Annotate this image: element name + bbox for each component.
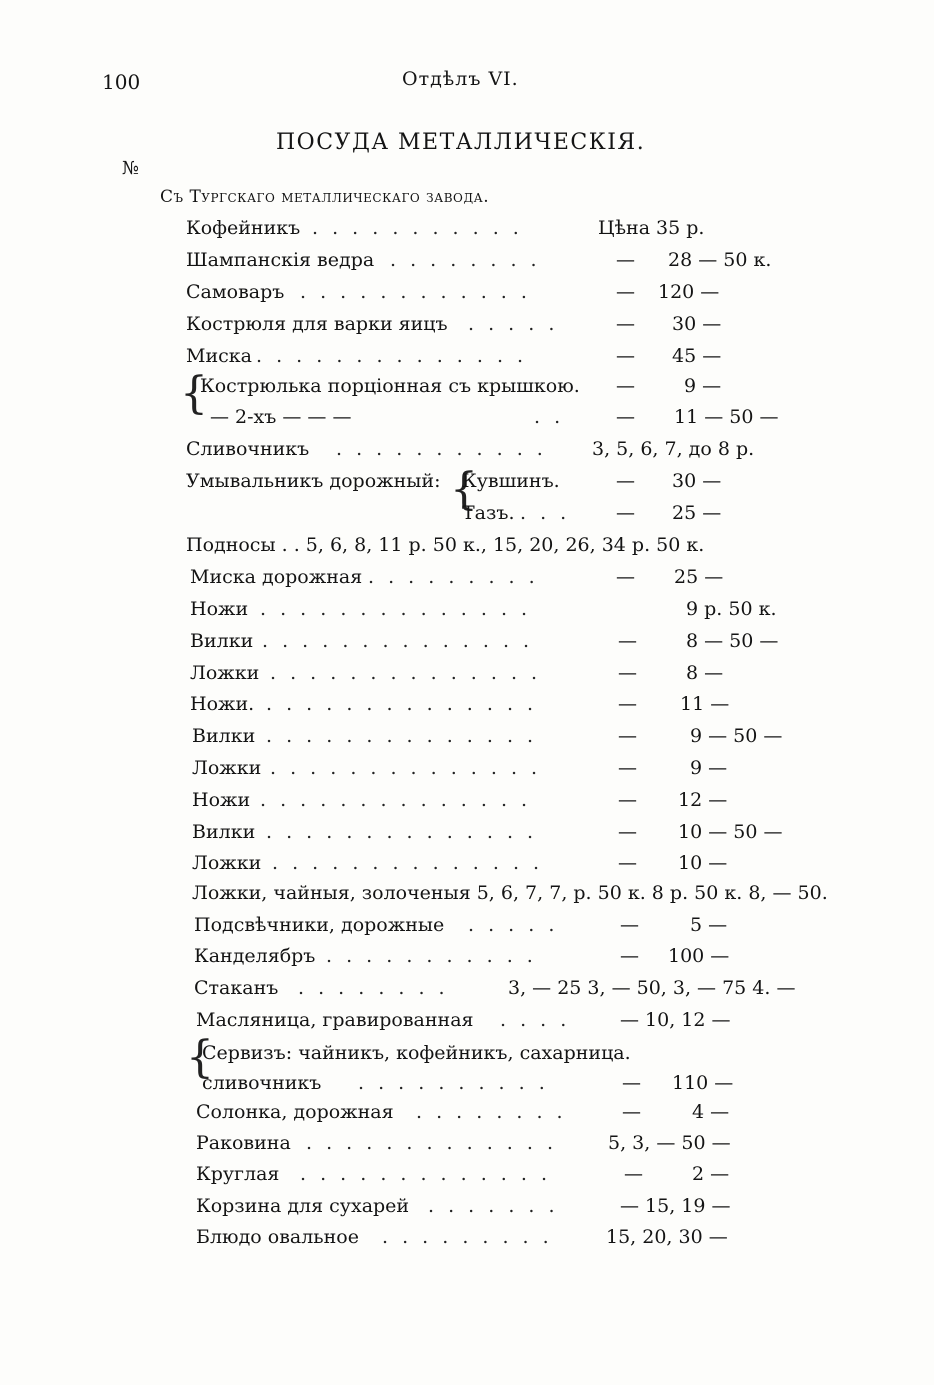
item-price: 30 — bbox=[672, 313, 722, 335]
leader-dots: . . . . . bbox=[468, 313, 559, 335]
leader-dots: . . . . . . . . . . . . . . bbox=[266, 821, 538, 843]
item-price: 28 — 50 к. bbox=[668, 249, 772, 271]
leader-dots: . . . . . . . . . . . . . bbox=[306, 1132, 557, 1154]
leader-dots: . . . . . . . . . . . . . . bbox=[262, 630, 534, 652]
leader-dots: . . . . . . . . bbox=[390, 249, 541, 271]
item-name: Корзина для сухарей bbox=[196, 1195, 410, 1217]
item-subpart: Тазъ. bbox=[462, 502, 515, 524]
item-price: 12 — bbox=[678, 789, 728, 811]
leader-dots: . . . . . . . . . bbox=[368, 566, 539, 588]
leader-dots: . . . . . . . . bbox=[298, 977, 449, 999]
ditto-mark: — bbox=[618, 821, 637, 843]
item-name: Самоваръ bbox=[186, 281, 285, 303]
leader-dots: . . . bbox=[520, 502, 571, 524]
item-price: — 15, 19 — bbox=[620, 1195, 731, 1217]
ditto-mark: — bbox=[616, 281, 635, 303]
item-price: 120 — bbox=[658, 281, 720, 303]
item-price: 9 — bbox=[690, 757, 728, 779]
item-price: 25 — bbox=[674, 566, 724, 588]
leader-dots: . . . . . . . . . . . . . . bbox=[272, 852, 544, 874]
leader-dots: . . bbox=[534, 406, 565, 428]
ditto-mark: — bbox=[620, 945, 639, 967]
item-price: 4 — bbox=[692, 1101, 730, 1123]
section-subheading: Съ Тургскаго металлическаго завода. bbox=[160, 187, 490, 207]
item-name: Солонка, дорожная bbox=[196, 1101, 394, 1123]
item-name: Кострюля для варки яицъ bbox=[186, 313, 448, 335]
item-name: Ложки bbox=[190, 662, 260, 684]
item-name: Вилки bbox=[192, 725, 256, 747]
item-price: 11 — 50 — bbox=[674, 406, 779, 428]
item-name: Ножи bbox=[190, 598, 249, 620]
item-name: Масляница, гравированная bbox=[196, 1009, 474, 1031]
item-subpart: Кувшинъ. bbox=[462, 470, 560, 492]
item-price: 110 — bbox=[672, 1072, 734, 1094]
item-name: Умывальникъ дорожный: bbox=[186, 470, 441, 492]
item-name: Подсвѣчники, дорожные bbox=[194, 914, 445, 936]
item-name: Ложки bbox=[192, 852, 262, 874]
leader-dots: . . . . . . . . . . . . . . bbox=[270, 757, 542, 779]
leader-dots: . . . . . . . . . . . . . bbox=[300, 1163, 551, 1185]
ditto-mark: — bbox=[616, 502, 635, 524]
leader-dots: . . . . . . . . . . bbox=[358, 1072, 549, 1094]
item-price: 9 р. 50 к. bbox=[686, 598, 777, 620]
item-name: Подносы . . 5, 6, 8, 11 р. 50 к., 15, 20, 26, 34 р. 50 к. bbox=[186, 534, 705, 556]
item-name: Сливочникъ bbox=[186, 438, 310, 460]
ditto-mark: — bbox=[620, 914, 639, 936]
item-price: 3, 5, 6, 7, до 8 р. bbox=[592, 438, 755, 460]
ditto-mark: — bbox=[618, 693, 637, 715]
item-price: 9 — 50 — bbox=[690, 725, 783, 747]
ditto-mark: — bbox=[618, 757, 637, 779]
ditto-mark: — bbox=[618, 852, 637, 874]
ditto-mark: — bbox=[624, 1163, 643, 1185]
item-name: Раковина bbox=[196, 1132, 291, 1154]
item-name: Блюдо овальное bbox=[196, 1226, 359, 1248]
ditto-mark: — bbox=[616, 345, 635, 367]
ditto-mark: — bbox=[616, 249, 635, 271]
section-title: ПОСУДА МЕТАЛЛИЧЕСКІЯ. bbox=[276, 130, 646, 155]
leader-dots: . . . . . . . . . . . bbox=[326, 945, 537, 967]
leader-dots: . . . . . . . . . bbox=[382, 1226, 553, 1248]
leader-dots: . . . . . . . . . . . . . . bbox=[270, 662, 542, 684]
item-price: 8 — 50 — bbox=[686, 630, 779, 652]
item-name: Ложки, чайныя, золоченыя 5, 6, 7, 7, р. 50 к. 8 р. 50 к. 8, — 50. bbox=[192, 882, 828, 904]
item-name: Миска bbox=[186, 345, 252, 367]
item-price: Цѣна 35 р. bbox=[598, 217, 705, 239]
page-number: 100 bbox=[102, 70, 141, 94]
item-price: 10 — bbox=[678, 852, 728, 874]
ditto-mark: — bbox=[622, 1072, 641, 1094]
item-price: — 10, 12 — bbox=[620, 1009, 731, 1031]
leader-dots: . . . . . . . . . . . bbox=[312, 217, 523, 239]
leader-dots: . . . . . . . . . . . . . . bbox=[256, 345, 528, 367]
leader-dots: . . . . bbox=[500, 1009, 571, 1031]
item-price: 10 — 50 — bbox=[678, 821, 783, 843]
item-name: Шампанскія ведра bbox=[186, 249, 375, 271]
item-price: 15, 20, 30 — bbox=[606, 1226, 728, 1248]
item-name: Вилки bbox=[190, 630, 254, 652]
item-name: Кофейникъ bbox=[186, 217, 301, 239]
ditto-mark: — bbox=[622, 1101, 641, 1123]
leader-dots: . . . . . bbox=[468, 914, 559, 936]
running-head: Отдѣлъ VI. bbox=[402, 68, 519, 90]
ditto-mark: — bbox=[616, 470, 635, 492]
item-price: 2 — bbox=[692, 1163, 730, 1185]
item-price: 5, 3, — 50 — bbox=[608, 1132, 731, 1154]
item-price: 3, — 25 3, — 50, 3, — 75 4. — bbox=[508, 977, 796, 999]
item-price: 9 — bbox=[684, 375, 722, 397]
item-name: — 2-хъ — — — bbox=[210, 406, 352, 428]
item-price: 11 — bbox=[680, 693, 730, 715]
item-price: 25 — bbox=[672, 502, 722, 524]
item-name: Миска дорожная bbox=[190, 566, 363, 588]
leader-dots: . . . . . . . . . . . . . . bbox=[266, 693, 538, 715]
item-name: Ножи. bbox=[190, 693, 255, 715]
leader-dots: . . . . . . . bbox=[428, 1195, 559, 1217]
item-name: сливочникъ bbox=[202, 1072, 322, 1094]
item-name: Круглая bbox=[196, 1163, 280, 1185]
brace-bracket: { bbox=[186, 1032, 214, 1083]
ditto-mark: — bbox=[616, 566, 635, 588]
ditto-mark: — bbox=[616, 406, 635, 428]
brace-bracket: { bbox=[450, 464, 478, 515]
number-sign: № bbox=[122, 158, 140, 179]
leader-dots: . . . . . . . . . . . . . . bbox=[260, 598, 532, 620]
ditto-mark: — bbox=[616, 375, 635, 397]
leader-dots: . . . . . . . . . . . . . . bbox=[260, 789, 532, 811]
leader-dots: . . . . . . . . . . . . . . bbox=[266, 725, 538, 747]
item-price: 8 — bbox=[686, 662, 724, 684]
leader-dots: . . . . . . . . . . . . bbox=[300, 281, 531, 303]
item-price: 100 — bbox=[668, 945, 730, 967]
leader-dots: . . . . . . . . bbox=[416, 1101, 567, 1123]
ditto-mark: — bbox=[618, 630, 637, 652]
item-price: 30 — bbox=[672, 470, 722, 492]
item-name: Канделябръ bbox=[194, 945, 316, 967]
item-name: Кострюлька порціонная съ крышкою. bbox=[200, 375, 580, 397]
item-price: 5 — bbox=[690, 914, 728, 936]
leader-dots: . . . . . . . . . . . bbox=[336, 438, 547, 460]
ditto-mark: — bbox=[616, 313, 635, 335]
item-name: Сервизъ: чайникъ, кофейникъ, сахарница. bbox=[202, 1042, 631, 1064]
ditto-mark: — bbox=[618, 725, 637, 747]
brace-bracket: { bbox=[180, 368, 208, 419]
ditto-mark: — bbox=[618, 662, 637, 684]
item-name: Вилки bbox=[192, 821, 256, 843]
item-name: Стаканъ bbox=[194, 977, 279, 999]
item-name: Ложки bbox=[192, 757, 262, 779]
item-price: 45 — bbox=[672, 345, 722, 367]
ditto-mark: — bbox=[618, 789, 637, 811]
item-name: Ножи bbox=[192, 789, 251, 811]
